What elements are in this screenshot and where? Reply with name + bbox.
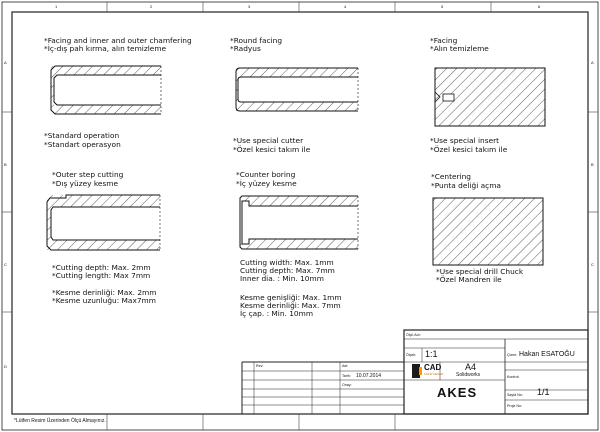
footnote: *Lütfen Resim Üzerinden Ölçü Almayınız. [14, 418, 106, 424]
chamfer-profile [51, 66, 161, 114]
scale-value: 1:1 [425, 349, 438, 359]
centering-profile [433, 198, 543, 265]
cad-logo-sub: KALIP HESAP [424, 372, 444, 376]
chamfer-note-tr: *Standart operasyon [44, 140, 121, 149]
round-title-tr: *Radyus [230, 44, 261, 53]
round-profile [236, 68, 358, 111]
counter-bore-depth-en: Cutting depth: Max. 7mm [240, 266, 335, 275]
counter-bore-dia-en: Inner dia. : Min. 10mm [240, 274, 324, 283]
facing-note-en: *Use special insert [430, 136, 500, 145]
zone-label-1: 1 [55, 4, 58, 9]
checked-label: Kontrol: [507, 375, 520, 379]
counter-bore-width-en: Cutting width: Max. 1mm [240, 258, 334, 267]
sheet-label: Sayfa No: [507, 393, 523, 397]
zone-label-4: 4 [344, 4, 347, 9]
chamfer-title-en: *Facing and inner and outer chamfering [44, 36, 192, 45]
centering-title-tr: *Punta deliği açma [431, 181, 501, 190]
sheet-number: 1/1 [537, 387, 550, 397]
counter-bore-title-tr: *İç yüzey kesme [236, 179, 297, 188]
chamfer-note-en: *Standard operation [44, 131, 120, 140]
facing-title-en: *Facing [430, 36, 458, 45]
date-label: Tarih: [342, 374, 351, 378]
outer-step-title-tr: *Dış yüzey kesme [52, 179, 119, 188]
zone-label-a: A [4, 60, 7, 65]
approved-label: Onay: [342, 383, 352, 387]
project-label: Proje No: [507, 404, 522, 408]
paper-size: A4 [465, 362, 477, 372]
round-note-en: *Use special cutter [233, 136, 304, 145]
zone-label-3: 3 [248, 4, 251, 9]
drawn-label: Çizen: [507, 353, 518, 357]
round-title-en: *Round facing [230, 36, 283, 45]
zone-label-a-right: A [591, 60, 594, 65]
rev-label: Rev: [256, 364, 264, 368]
facing-note-tr: *Özel kesici takım ile [430, 145, 508, 154]
scale-label: Ölçek: [406, 353, 417, 357]
cad-logo-icon [412, 364, 420, 378]
outer-step-title-en: *Outer step cutting [52, 170, 124, 179]
counter-bore-dia-tr: İç çap. : Min. 10mm [240, 309, 314, 318]
zone-label-b-right: B [591, 162, 594, 167]
outer-step-depth-en: *Cutting depth: Max. 2mm [52, 263, 151, 272]
centering-note-tr: *Özel Mandren ile [436, 275, 502, 284]
unit-label: Ölçü Adı: [406, 333, 421, 337]
zone-label-c: C [4, 262, 7, 267]
zone-label-6: 6 [538, 4, 541, 9]
software: Solidworks [456, 372, 481, 378]
facing-profile [435, 68, 545, 126]
name-label: Adı: [342, 364, 349, 368]
chamfer-title-tr: *İç-dış pah kırma, alın temizleme [44, 44, 167, 53]
counter-bore-width-tr: Kesme genişliği: Max. 1mm [240, 293, 342, 302]
zone-label-d: D [4, 364, 7, 369]
company-name: AKES [437, 385, 478, 400]
outer-step-length-tr: *Kesme uzunluğu: Max7mm [52, 296, 156, 305]
zone-label-b: B [4, 162, 7, 167]
cad-logo-text: CAD [424, 363, 442, 372]
facing-title-tr: *Alın temizleme [430, 44, 489, 53]
zone-label-5: 5 [441, 4, 444, 9]
counter-bore-title-en: *Counter boring [236, 170, 296, 179]
centering-note-en: *Use special drill Chuck [436, 267, 524, 276]
outer-step-depth-tr: *Kesme derinliği: Max. 2mm [52, 288, 157, 297]
round-note-tr: *Özel kesici takım ile [233, 145, 311, 154]
counter-bore-depth-tr: Kesme derinliği: Max. 7mm [240, 301, 341, 310]
drawn-by: Hakan ESATOĞU [519, 351, 575, 358]
zone-label-c-right: C [591, 262, 594, 267]
outer-step-length-en: *Cutting length: Max 7mm [52, 271, 151, 280]
outer-step-profile [47, 195, 160, 250]
counter-bore-profile [240, 196, 358, 249]
date-value: 10.07.2014 [356, 373, 382, 379]
zone-label-2: 2 [150, 4, 153, 9]
centering-title-en: *Centering [431, 172, 471, 181]
